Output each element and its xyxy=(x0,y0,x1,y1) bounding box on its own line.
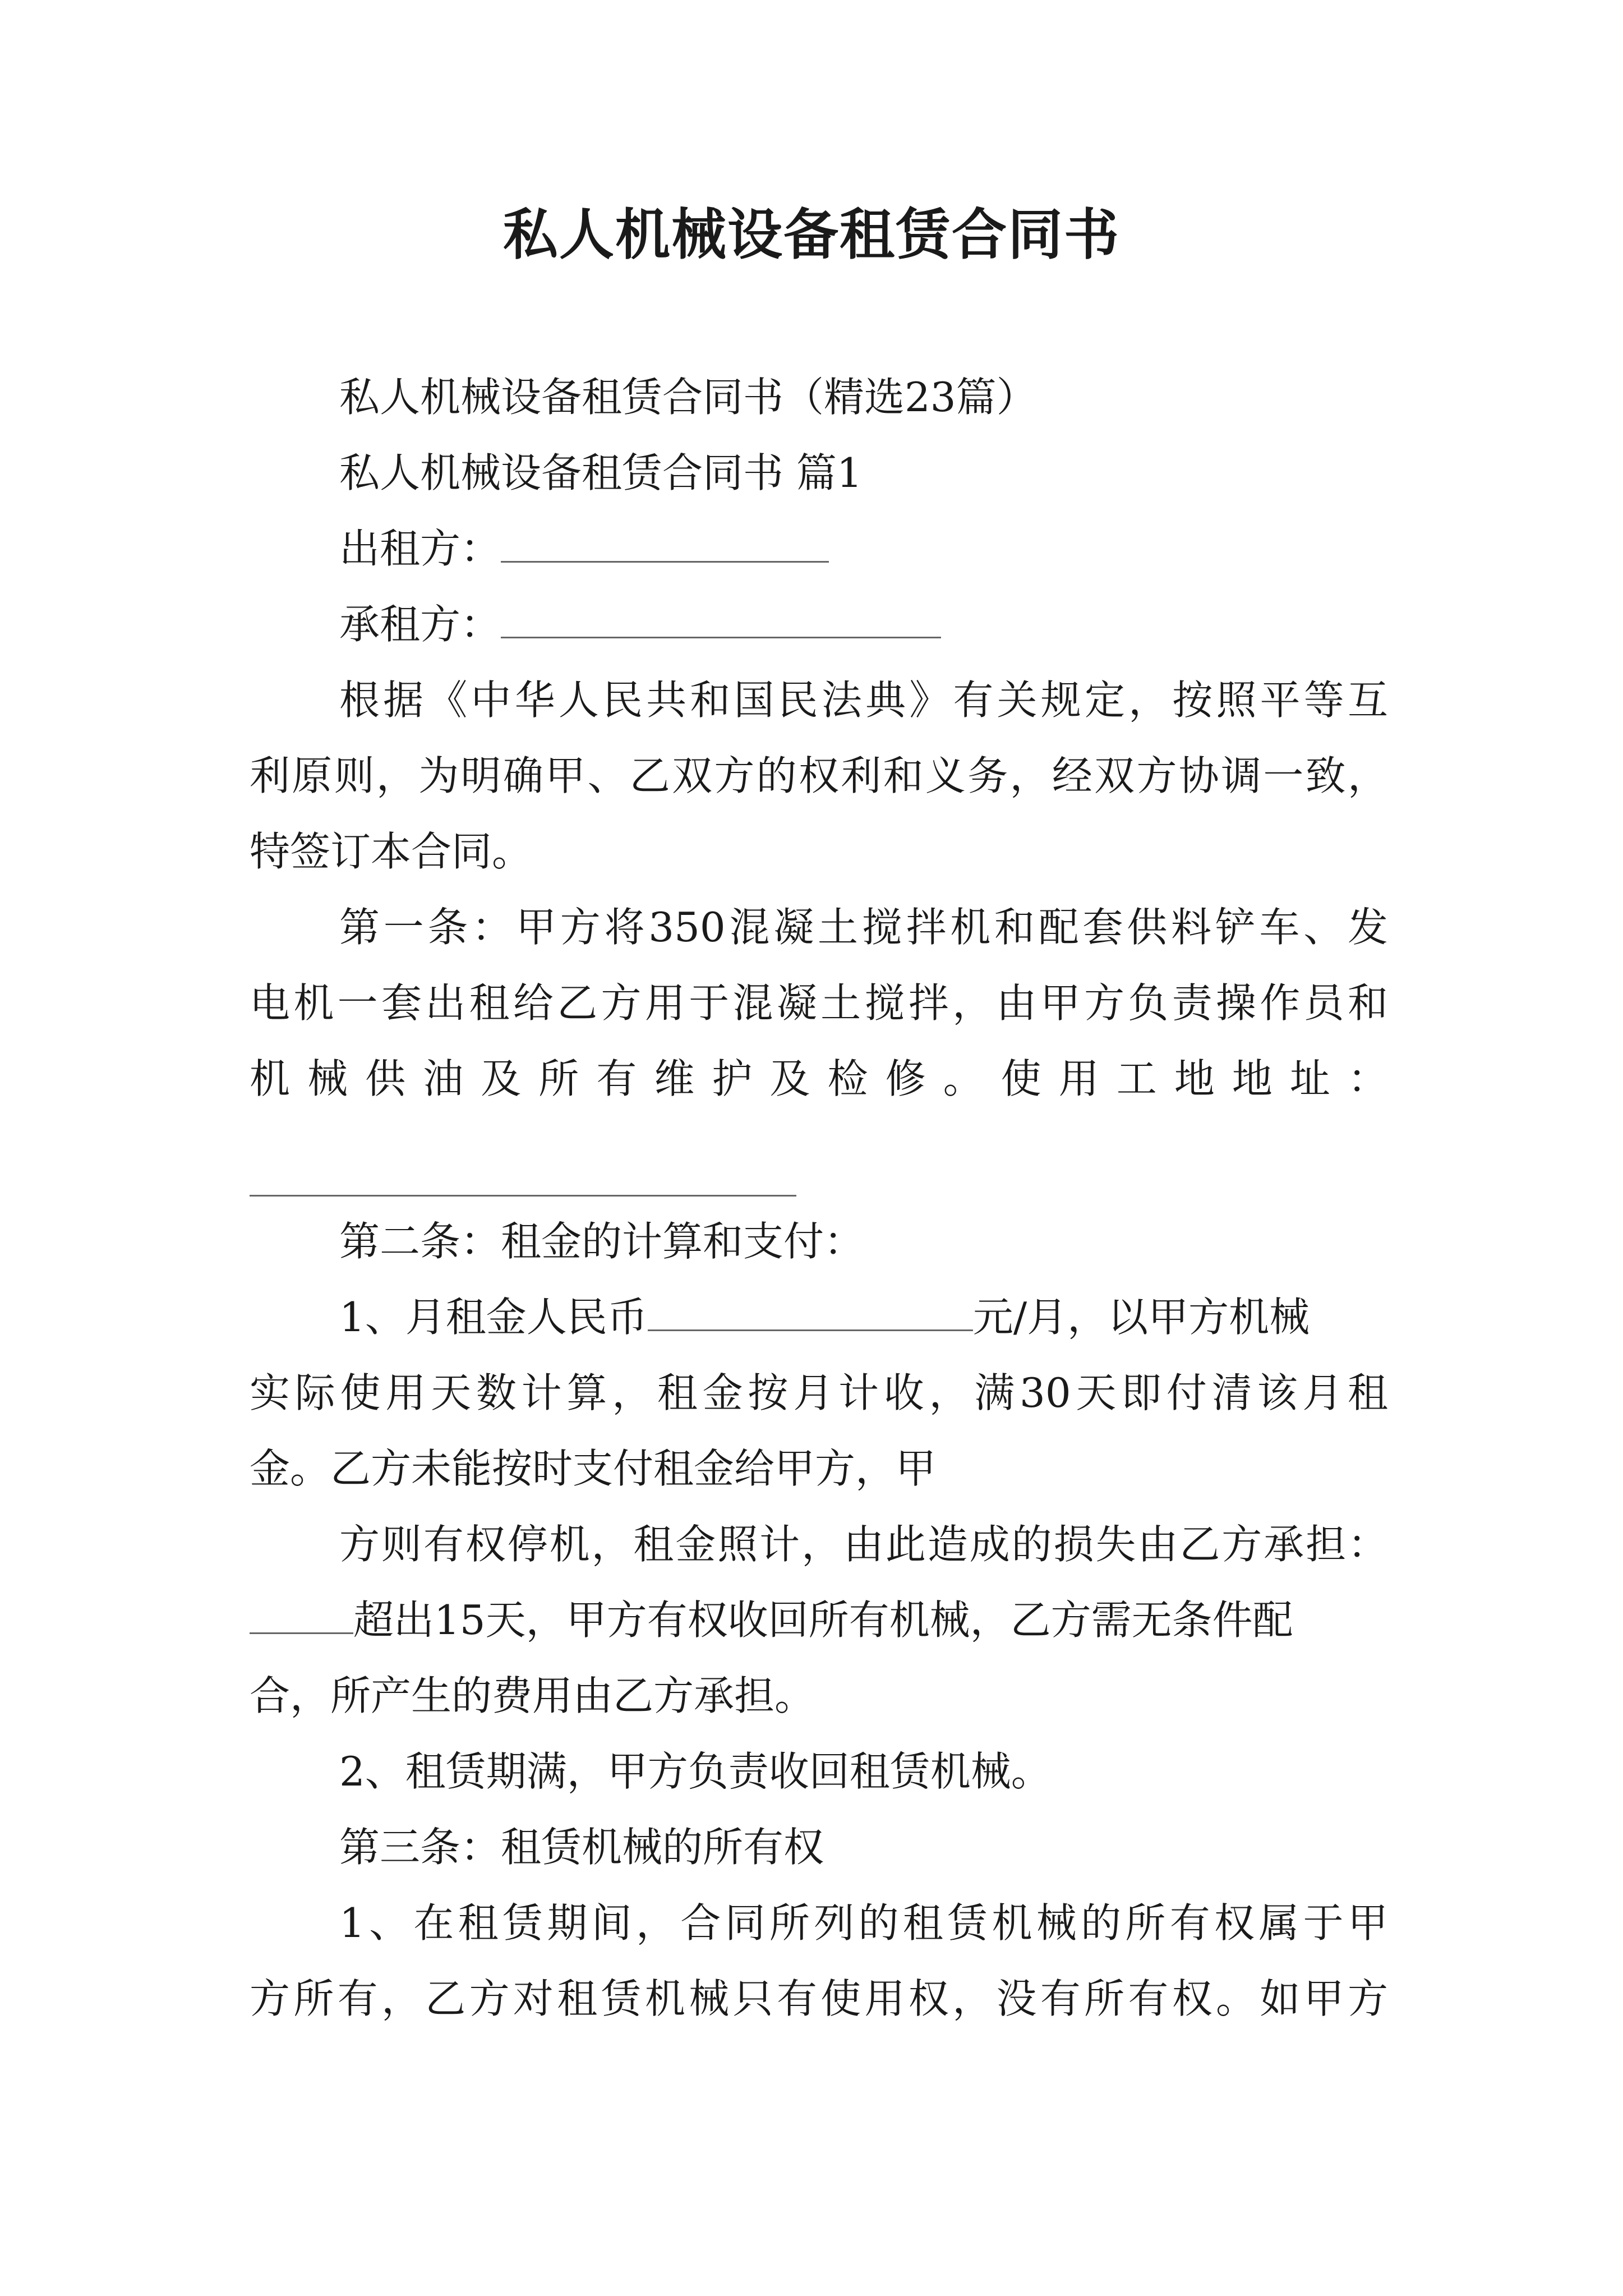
article1-line-1: 第一条：甲方将350混凝土搅拌机和配套供料铲车、发 xyxy=(339,904,1388,951)
lessor-label: 出租方： xyxy=(339,525,501,572)
lessor-line xyxy=(339,524,1388,573)
article2-item1-line-2: 实际使用天数计算，租金按月计收，满30天即付清该月租 xyxy=(250,1369,1388,1416)
site-address-blank xyxy=(250,1195,796,1197)
intro-line-1: 根据《中华人民共和国民法典》有关规定，按照平等互 xyxy=(339,677,1388,724)
article2-item2: 2、租赁期满，甲方负责收回租赁机械。 xyxy=(339,1748,1052,1795)
overdue-blank xyxy=(250,1599,353,1634)
article2-item1-line-6: 合，所产生的费用由乙方承担。 xyxy=(250,1672,815,1719)
lessee-line xyxy=(339,600,1388,648)
article2-item1-line-1 xyxy=(339,1293,1388,1341)
document-title: 私人机械设备租赁合同书 xyxy=(502,203,1120,267)
document-subtitle: 私人机械设备租赁合同书（精选23篇） xyxy=(339,374,1037,421)
article2-title: 第二条：租金的计算和支付： xyxy=(339,1218,865,1265)
intro-line-3: 特签订本合同。 xyxy=(250,828,533,875)
article3-title: 第三条：租赁机械的所有权 xyxy=(339,1824,824,1871)
chapter-heading: 私人机械设备租赁合同书 篇1 xyxy=(339,449,863,496)
lessee-blank xyxy=(501,603,941,638)
lessee-label: 承租方： xyxy=(339,601,501,648)
rent-prefix: 1、月租金人民币 xyxy=(339,1294,648,1341)
rent-amount-blank xyxy=(648,1296,973,1331)
rent-suffix: 元/月，以甲方机械 xyxy=(972,1294,1310,1341)
article2-item1-line-4: 方则有权停机，租金照计，由此造成的损失由乙方承担： xyxy=(339,1521,1388,1568)
overdue-text: 超出15天，甲方有权收回所有机械，乙方需无条件配 xyxy=(353,1596,1293,1644)
lessor-blank xyxy=(501,527,829,563)
article1-line-2: 电机一套出租给乙方用于混凝土搅拌，由甲方负责操作员和 xyxy=(250,979,1388,1027)
article2-item1-line-5 xyxy=(250,1596,1388,1644)
article1-line-3: 机 械 供 油 及 所 有 维 护 及 检 修 。 使 用 工 地 地 址 ： xyxy=(250,1055,1388,1102)
article3-item1-line-1: 1、在租赁期间，合同所列的租赁机械的所有权属于甲 xyxy=(339,1899,1388,1947)
intro-line-2: 利原则，为明确甲、乙双方的权利和义务，经双方协调一致， xyxy=(250,752,1388,799)
article2-item1-line-3: 金。乙方未能按时支付租金给甲方，甲 xyxy=(250,1445,937,1492)
article3-item1-line-2: 方所有，乙方对租赁机械只有使用权，没有所有权。如甲方 xyxy=(250,1975,1388,2022)
